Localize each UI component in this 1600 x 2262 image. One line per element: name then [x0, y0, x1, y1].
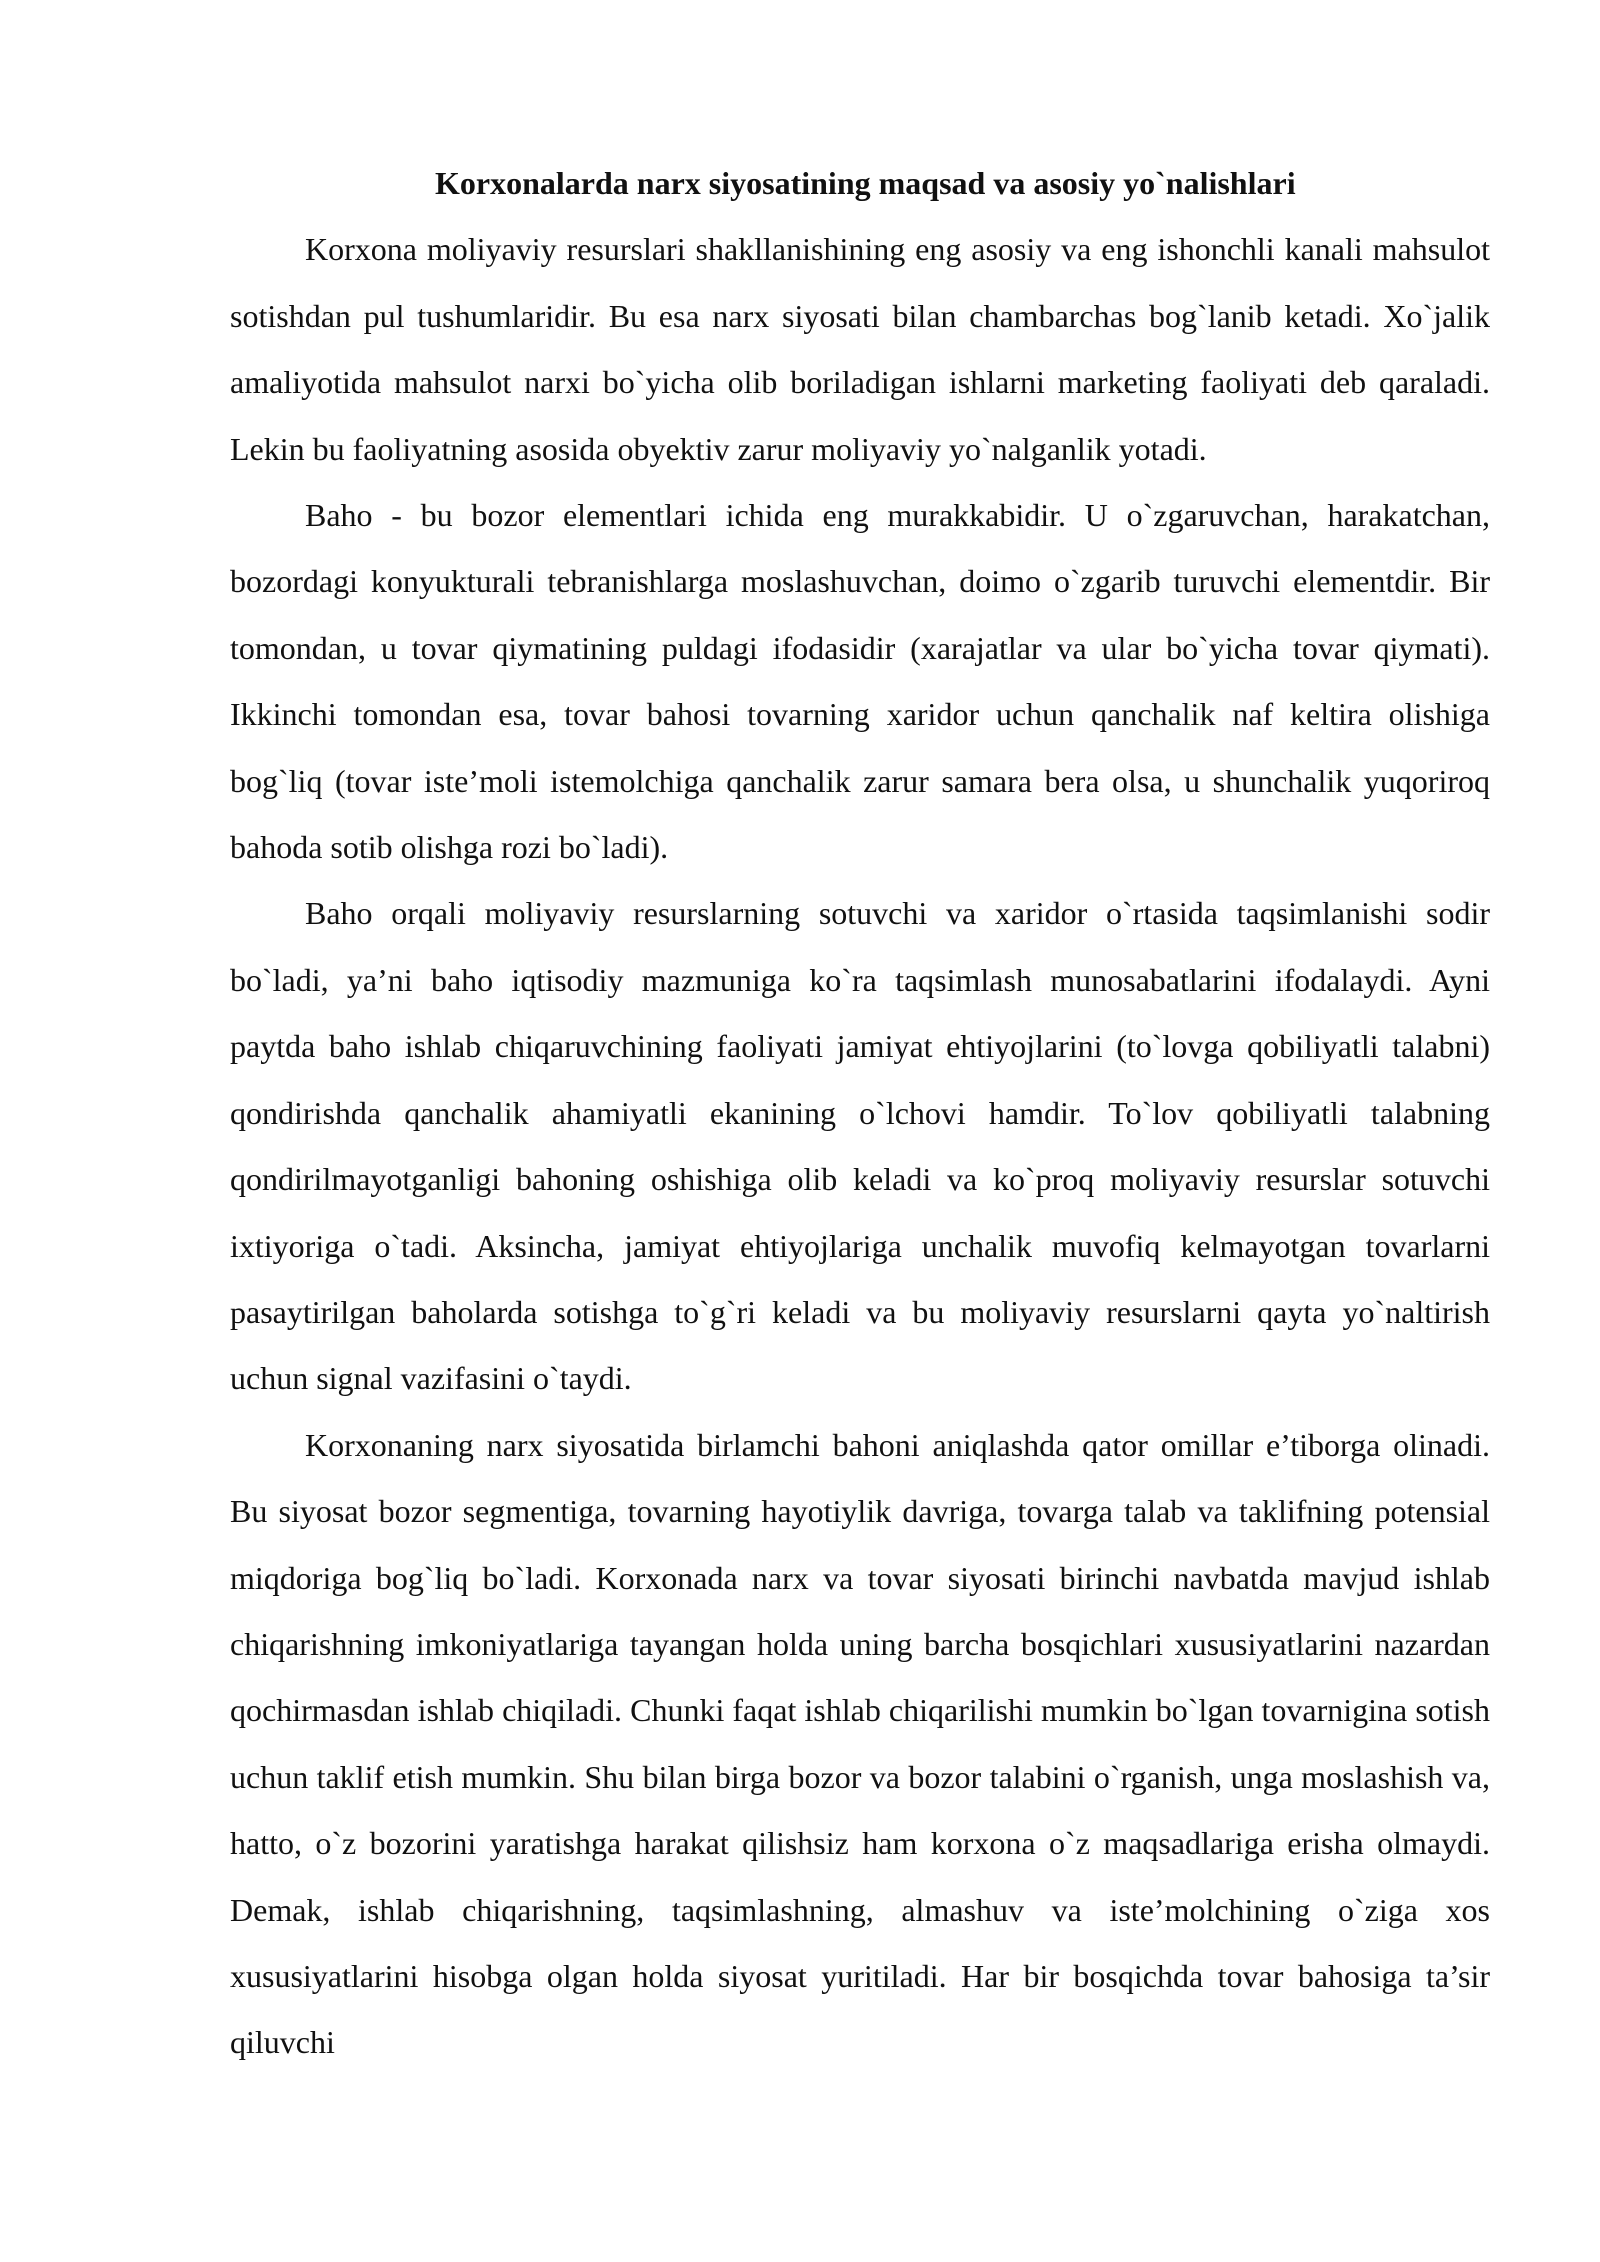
paragraph-1: Korxona moliyaviy resurslari shakllanishining eng asosiy va eng ishonchli kanali mahsulot sotishdan pul tushumlaridir. Bu esa narx siyosati bilan chambarchas bog`lanib ketadi. Xo`jalik amaliyotida mahsulot narxi bo`yicha olib boriladigan ishlarni marketing faoliyati deb qaraladi. Lekin bu faoliyatning asosida obyektiv zarur moliyaviy yo`nalganlik yotadi.	[230, 231, 1490, 467]
paragraph-4: Korxonaning narx siyosatida birlamchi bahoni aniqlashda qator omillar e’tiborga olinadi. Bu siyosat bozor segmentiga, tovarning hayotiylik davriga, tovarga talab va taklifning potensial miqdoriga bog`liq bo`ladi. Korxonada narx va tovar siyosati birinchi navbatda mavjud ishlab chiqarishning imkoniyatlariga tayangan holda uning barcha bosqichlari xususiyatlarini nazardan qochirmasdan ishlab chiqiladi. Chunki faqat ishlab chiqarilishi mumkin bo`lgan tovarnigina sotish uchun taklif etish mumkin. Shu bilan birga bozor va bozor talabini o`rganish, unga moslashish va, hatto, o`z bozorini yaratishga harakat qilishsiz ham korxona o`z maqsadlariga erisha olmaydi. Demak, ishlab chiqarishning, taqsimlashning, almashuv va iste’molchining o`ziga xos xususiyatlarini hisobga olgan holda siyosat yuritiladi. Har bir bosqichda tovar bahosiga ta’sir qiluvchi	[230, 1426, 1490, 2061]
document-title: Korxonalarda narx siyosatining maqsad va asosiy yo`nalishlari	[435, 165, 1296, 201]
paragraph-2: Baho - bu bozor elementlari ichida eng murakkabidir. U o`zgaruvchan, harakatchan, bozordagi konyukturali tebranishlarga moslashuvchan, doimo o`zgarib turuvchi elementdir. Bir tomondan, u tovar qiymatining puldagi ifodasidir (xarajatlar va ular bo`yicha tovar qiymati). Ikkinchi tomondan esa, tovar bahosi tovarning xaridor uchun qanchalik naf keltira olishiga bog`liq (tovar iste’moli istemolchiga qanchalik zarur samara bera olsa, u shunchalik yuqoriroq bahoda sotib olishga rozi bo`ladi).	[230, 497, 1490, 866]
document-page	[230, 150, 1490, 2076]
paragraph-3: Baho orqali moliyaviy resurslarning sotuvchi va xaridor o`rtasida taqsimlanishi sodir bo`ladi, ya’ni baho iqtisodiy mazmuniga ko`ra taqsimlash munosabatlarini ifodalaydi. Ayni paytda baho ishlab chiqaruvchining faoliyati jamiyat ehtiyojlarini (to`lovga qobiliyatli talabni) qondirishda qanchalik ahamiyatli ekanining o`lchovi hamdir. To`lov qobiliyatli talabning qondirilmayotganligi bahoning oshishiga olib keladi va ko`proq moliyaviy resurslar sotuvchi ixtiyoriga o`tadi. Aksincha, jamiyat ehtiyojlariga unchalik muvofiq kelmayotgan tovarlarni pasaytirilgan baholarda sotishga to`g`ri keladi va bu moliyaviy resurslarni qayta yo`naltirish uchun signal vazifasini o`taydi.	[230, 895, 1490, 1397]
